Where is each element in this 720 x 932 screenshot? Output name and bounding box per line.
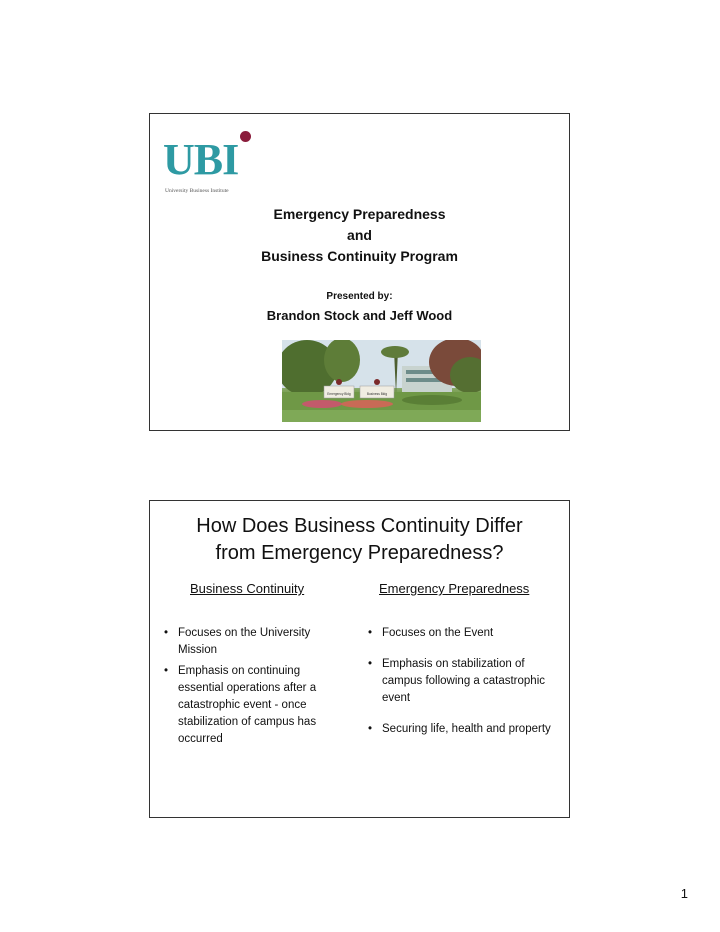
list-item: • Securing life, health and property xyxy=(366,721,556,738)
slide2-title xyxy=(150,513,569,567)
sign-left-text: Emergency Bldg xyxy=(327,392,351,396)
emergency-preparedness-heading: Emergency Preparedness xyxy=(379,581,530,596)
logo-subtitle: University Business Institute xyxy=(165,188,229,194)
logo-text: UBI xyxy=(163,135,239,184)
title-line-2: and xyxy=(347,227,372,243)
presenter-names: Brandon Stock and Jeff Wood xyxy=(266,308,453,323)
emergency-preparedness-list xyxy=(366,625,556,738)
campus-photo xyxy=(282,340,481,422)
presented-by-label: Presented by: xyxy=(326,291,393,302)
list-item: • Emphasis on stabilization of campus following a catastrophic event xyxy=(366,656,556,707)
page-number: 1 xyxy=(680,886,688,901)
title-line-3: Business Continuity Program xyxy=(261,248,458,264)
slide-title xyxy=(149,113,570,431)
business-continuity-list xyxy=(162,625,337,748)
title-line-1: Emergency Preparedness xyxy=(273,206,446,222)
campus-photo-illustration xyxy=(282,340,481,422)
list-item: • Focuses on the Event xyxy=(366,625,556,642)
slide-comparison xyxy=(149,500,570,818)
slide2-title-line-2: from Emergency Preparedness? xyxy=(215,542,504,564)
sign-right-text: Business Bldg xyxy=(366,392,388,396)
business-continuity-heading: Business Continuity xyxy=(190,581,305,596)
list-item: • Focuses on the University Mission xyxy=(162,625,337,659)
ubi-logo xyxy=(163,128,255,200)
logo-dot xyxy=(240,131,251,142)
presentation-title xyxy=(150,204,569,267)
slide2-title-line-1: How Does Business Continuity Differ xyxy=(196,515,523,537)
list-item: • Emphasis on continuing essential operations after a catastrophic event - once stabilization of campus has occurred xyxy=(162,663,337,748)
